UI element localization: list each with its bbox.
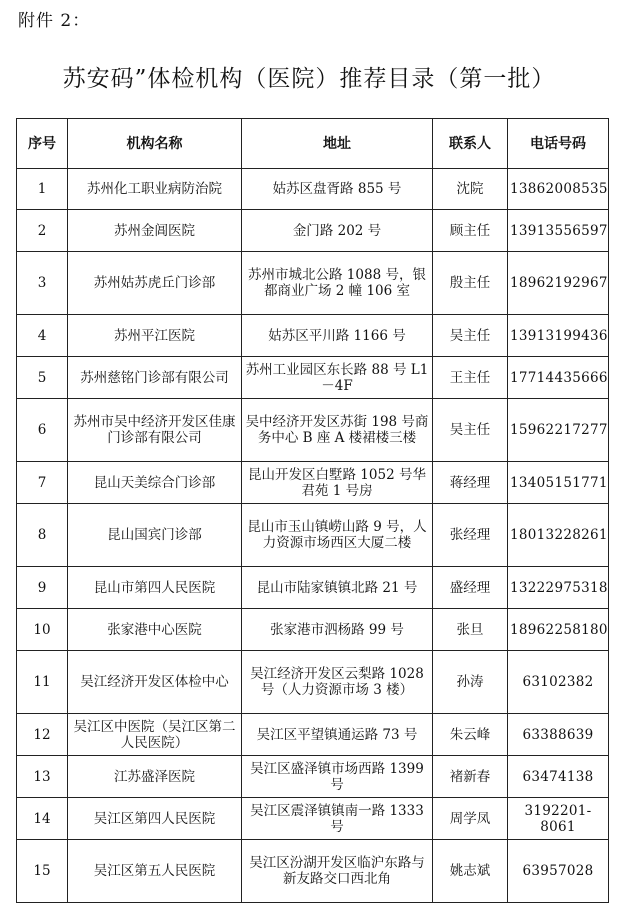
institution-table [16, 118, 609, 903]
cell-no: 2 [17, 210, 68, 252]
header-phone: 电话号码 [508, 119, 609, 169]
cell-contact: 张经理 [433, 504, 508, 567]
cell-no: 14 [17, 798, 68, 840]
attachment-label: 附件 2： [18, 11, 91, 31]
cell-name: 苏州市吴中经济开发区佳康门诊部有限公司 [68, 399, 242, 462]
cell-address: 苏州市城北公路 1088 号，银都商业广场 2 幢 106 室 [242, 252, 433, 315]
cell-phone: 18013228261 [508, 504, 609, 567]
cell-no: 9 [17, 567, 68, 609]
document-title: 苏安码”体检机构（医院）推荐目录（第一批） [62, 66, 556, 92]
cell-name: 苏州金阊医院 [68, 210, 242, 252]
table-row [17, 462, 609, 504]
header-address: 地址 [242, 119, 433, 169]
cell-contact: 张旦 [433, 609, 508, 651]
cell-no: 10 [17, 609, 68, 651]
cell-phone: 3192201-8061 [508, 798, 609, 840]
table-row [17, 798, 609, 840]
cell-phone: 13222975318 [508, 567, 609, 609]
cell-name: 苏州姑苏虎丘门诊部 [68, 252, 242, 315]
cell-contact: 殷主任 [433, 252, 508, 315]
table-row [17, 756, 609, 798]
cell-address: 吴中经济开发区苏街 198 号商务中心 B 座 A 楼裙楼三楼 [242, 399, 433, 462]
cell-name: 江苏盛泽医院 [68, 756, 242, 798]
cell-no: 11 [17, 651, 68, 714]
table-row [17, 840, 609, 903]
cell-contact: 朱云峰 [433, 714, 508, 756]
cell-contact: 姚志斌 [433, 840, 508, 903]
cell-address: 吴江区盛泽镇市场西路 1399 号 [242, 756, 433, 798]
cell-phone: 13913556597 [508, 210, 609, 252]
cell-contact: 吴主任 [433, 315, 508, 357]
cell-address: 姑苏区平川路 1166 号 [242, 315, 433, 357]
cell-phone: 63102382 [508, 651, 609, 714]
cell-phone: 18962192967 [508, 252, 609, 315]
cell-phone: 15962217277 [508, 399, 609, 462]
cell-phone: 13405151771 [508, 462, 609, 504]
cell-no: 12 [17, 714, 68, 756]
header-contact: 联系人 [433, 119, 508, 169]
cell-address: 苏州工业园区东长路 88 号 L1－4F [242, 357, 433, 399]
cell-name: 张家港中心医院 [68, 609, 242, 651]
cell-no: 6 [17, 399, 68, 462]
cell-address: 吴江区平望镇通运路 73 号 [242, 714, 433, 756]
cell-address: 吴江经济开发区云梨路 1028 号（人力资源市场 3 楼） [242, 651, 433, 714]
cell-address: 吴江区汾湖开发区临沪东路与新友路交口西北角 [242, 840, 433, 903]
cell-contact: 王主任 [433, 357, 508, 399]
cell-contact: 沈院 [433, 169, 508, 210]
cell-contact: 蒋经理 [433, 462, 508, 504]
table-row [17, 252, 609, 315]
cell-address: 昆山市玉山镇崂山路 9 号，人力资源市场西区大厦二楼 [242, 504, 433, 567]
table-row [17, 714, 609, 756]
table-row [17, 210, 609, 252]
table-row [17, 651, 609, 714]
cell-name: 苏州平江医院 [68, 315, 242, 357]
cell-name: 昆山国宾门诊部 [68, 504, 242, 567]
cell-address: 昆山市陆家镇镇北路 21 号 [242, 567, 433, 609]
cell-name: 吴江经济开发区体检中心 [68, 651, 242, 714]
cell-phone: 17714435666 [508, 357, 609, 399]
cell-no: 7 [17, 462, 68, 504]
cell-name: 昆山天美综合门诊部 [68, 462, 242, 504]
table-row [17, 567, 609, 609]
table-row [17, 357, 609, 399]
cell-phone: 13913199436 [508, 315, 609, 357]
cell-phone: 63474138 [508, 756, 609, 798]
cell-contact: 周学凤 [433, 798, 508, 840]
cell-name: 苏州慈铭门诊部有限公司 [68, 357, 242, 399]
cell-contact: 顾主任 [433, 210, 508, 252]
cell-no: 5 [17, 357, 68, 399]
table-row [17, 609, 609, 651]
cell-name: 吴江区第五人民医院 [68, 840, 242, 903]
header-no: 序号 [17, 119, 68, 169]
cell-phone: 63388639 [508, 714, 609, 756]
cell-name: 昆山市第四人民医院 [68, 567, 242, 609]
cell-no: 13 [17, 756, 68, 798]
table-row [17, 504, 609, 567]
cell-address: 昆山开发区白墅路 1052 号华君苑 1 号房 [242, 462, 433, 504]
cell-name: 吴江区第四人民医院 [68, 798, 242, 840]
cell-address: 张家港市泗杨路 99 号 [242, 609, 433, 651]
cell-address: 金门路 202 号 [242, 210, 433, 252]
table-header-row [17, 119, 609, 169]
cell-address: 姑苏区盘胥路 855 号 [242, 169, 433, 210]
cell-no: 3 [17, 252, 68, 315]
table-row [17, 169, 609, 210]
cell-no: 4 [17, 315, 68, 357]
cell-phone: 63957028 [508, 840, 609, 903]
cell-contact: 吴主任 [433, 399, 508, 462]
cell-contact: 孙涛 [433, 651, 508, 714]
cell-phone: 13862008535 [508, 169, 609, 210]
cell-contact: 褚新春 [433, 756, 508, 798]
cell-phone: 18962258180 [508, 609, 609, 651]
cell-name: 苏州化工职业病防治院 [68, 169, 242, 210]
cell-address: 吴江区震泽镇镇南一路 1333 号 [242, 798, 433, 840]
cell-contact: 盛经理 [433, 567, 508, 609]
table-row [17, 399, 609, 462]
header-name: 机构名称 [68, 119, 242, 169]
cell-no: 8 [17, 504, 68, 567]
cell-no: 15 [17, 840, 68, 903]
table-row [17, 315, 609, 357]
cell-name: 吴江区中医院（吴江区第二人民医院） [68, 714, 242, 756]
cell-no: 1 [17, 169, 68, 210]
